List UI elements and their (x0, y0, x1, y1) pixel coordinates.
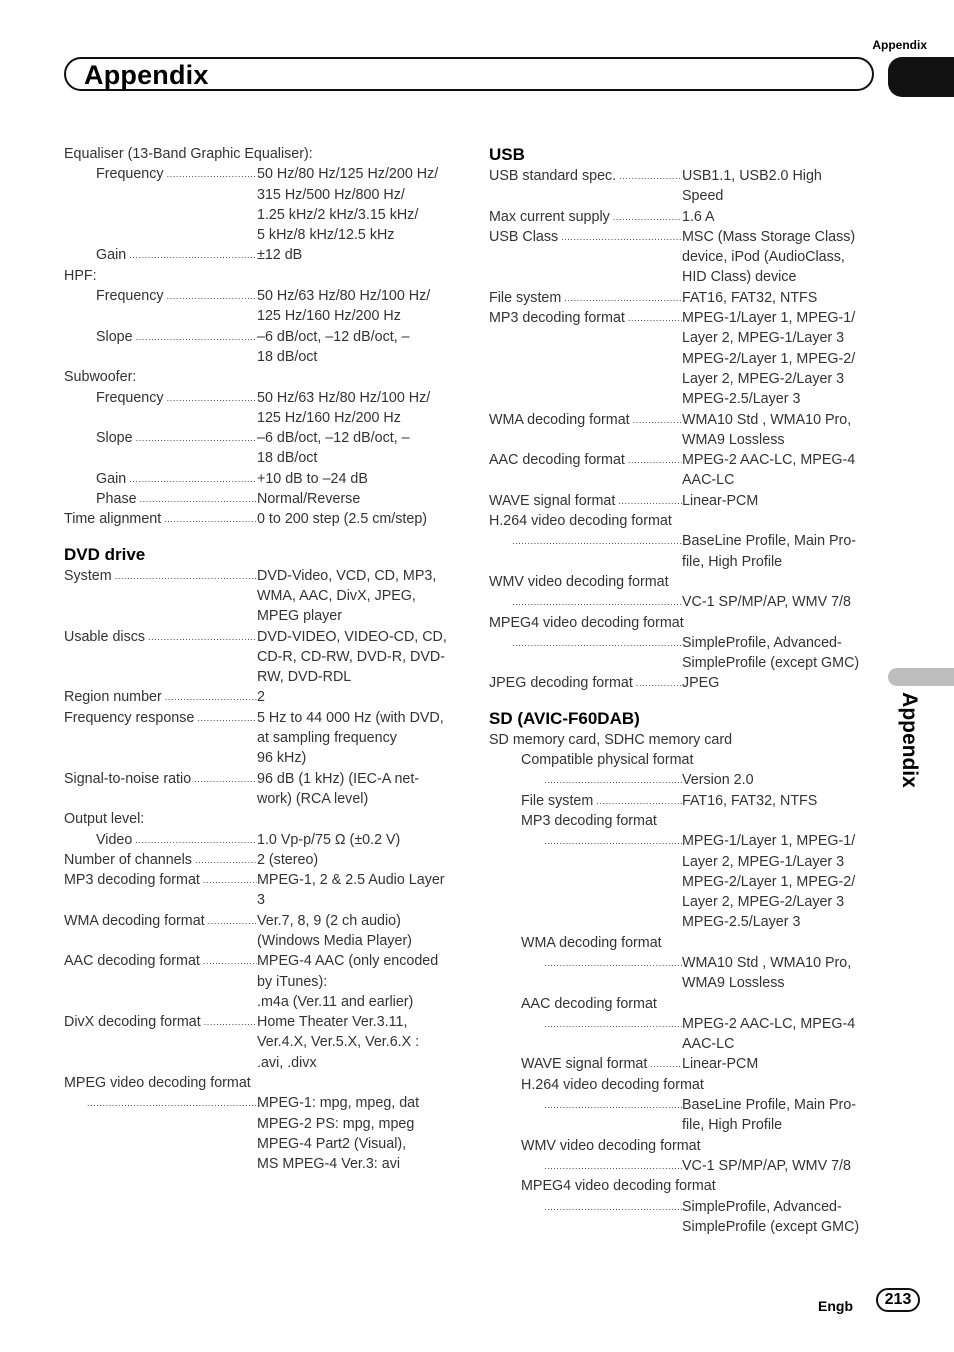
spec-label-text: USB Class (489, 228, 559, 245)
dot-leader (541, 1197, 682, 1217)
left-column (64, 144, 456, 1175)
spec-row (489, 791, 881, 811)
dot-leader (205, 911, 257, 931)
spec-value: 1.6 A (682, 208, 715, 225)
title-bar (64, 57, 874, 91)
spec-row (64, 327, 456, 368)
spec-value: FAT16, FAT32, NTFS (682, 792, 818, 809)
usb-jpeg-row (489, 673, 881, 693)
spec-label (64, 850, 257, 870)
spec-value: DVD-Video, VCD, CD, MP3, WMA, AAC, DivX, JPEG, MPEG player (257, 567, 437, 625)
usb-mpeg4-row (489, 633, 881, 674)
usb-wmv-heading: WMV video decoding format (489, 573, 669, 590)
spec-label-text: Gain (96, 247, 127, 264)
spec-label (64, 1093, 257, 1113)
sd-file-row (489, 791, 881, 811)
spec-label (489, 1054, 682, 1074)
sd-aac-heading: AAC decoding format (521, 995, 657, 1012)
dot-leader (616, 166, 682, 186)
usb-h264-heading: H.264 video decoding format (489, 513, 672, 530)
spec-value: MPEG-1/Layer 1, MPEG-1/ Layer 2, MPEG-1/Layer 3 MPEG-2/Layer 1, MPEG-2/ Layer 2, MPEG-2/Layer 3 MPEG-2.5/Layer 3 (682, 833, 856, 931)
spec-value: BaseLine Profile, Main Pro- file, High Profile (682, 533, 857, 570)
spec-row (64, 627, 456, 688)
dot-leader (164, 286, 257, 306)
spec-label (489, 1095, 682, 1115)
dot-leader (625, 308, 682, 328)
sd-mp3-row (489, 831, 881, 932)
spec-label (489, 1014, 682, 1034)
spec-label (64, 286, 257, 306)
spec-label (64, 687, 257, 707)
sd-compat-row (489, 770, 881, 790)
spec-row (64, 428, 456, 469)
spec-label (489, 308, 682, 328)
spec-label-text: WMA decoding format (64, 912, 205, 929)
sd-h264-heading: H.264 video decoding format (521, 1076, 704, 1093)
spec-row (489, 592, 881, 612)
usb-h264-row (489, 531, 881, 572)
spec-row (64, 769, 456, 810)
spec-value: ±12 dB (257, 247, 303, 264)
spec-label (64, 489, 257, 509)
spec-label-text: Number of channels (64, 851, 192, 868)
dot-leader (541, 1095, 682, 1115)
hpf-heading: HPF: (64, 267, 97, 284)
spec-label-text: WAVE signal format (521, 1056, 648, 1073)
spec-row (64, 245, 456, 265)
spec-value: –6 dB/oct, –12 dB/oct, – 18 dB/oct (257, 430, 410, 467)
dot-leader (191, 769, 257, 789)
usb-rows (489, 166, 881, 511)
spec-row (64, 687, 456, 707)
spec-label (64, 769, 257, 789)
spec-row (489, 1156, 881, 1176)
spec-row (489, 207, 881, 227)
spec-label-text: Gain (96, 470, 127, 487)
spec-row (489, 1095, 881, 1136)
sd-wmv-heading: WMV video decoding format (521, 1137, 701, 1154)
spec-value: USB1.1, USB2.0 High Speed (682, 168, 822, 205)
dot-leader (509, 633, 682, 653)
spec-row (64, 388, 456, 429)
spec-label (64, 469, 257, 489)
dot-leader (200, 951, 257, 971)
spec-label (64, 830, 257, 850)
spec-label-text: AAC decoding format (489, 452, 625, 469)
dot-leader (541, 953, 682, 973)
subwoofer-heading: Subwoofer: (64, 369, 137, 386)
side-tab-label: Appendix (898, 692, 921, 788)
spec-row (489, 1197, 881, 1238)
dot-leader (561, 288, 682, 308)
spec-row (489, 491, 881, 511)
spec-label (489, 227, 682, 247)
spec-row (64, 509, 456, 529)
spec-value: 5 Hz to 44 000 Hz (with DVD, at sampling frequency 96 kHz) (257, 709, 444, 767)
spec-value: WMA10 Std , WMA10 Pro, WMA9 Lossless (682, 411, 852, 448)
dot-leader (133, 327, 257, 347)
spec-label (489, 1197, 682, 1217)
spec-label (489, 633, 682, 653)
section-tab (888, 668, 954, 686)
spec-label-text: AAC decoding format (64, 953, 200, 970)
dot-leader (137, 489, 257, 509)
page-number: 213 (876, 1288, 920, 1312)
sd-mpeg4-heading: MPEG4 video decoding format (521, 1178, 716, 1195)
spec-label (489, 491, 682, 511)
spec-value: 50 Hz/80 Hz/125 Hz/200 Hz/ 315 Hz/500 Hz/800 Hz/ 1.25 kHz/2 kHz/3.15 kHz/ 5 kHz/8 kHz/12.5 kHz (257, 166, 439, 244)
dot-leader (625, 450, 682, 470)
spec-label-text: System (64, 567, 112, 584)
mpeg-heading: MPEG video decoding format (64, 1075, 251, 1092)
spec-label-text: Frequency response (64, 709, 195, 726)
dot-leader (615, 491, 682, 511)
spec-label (64, 627, 257, 647)
spec-row (64, 1093, 456, 1174)
spec-value: Version 2.0 (682, 772, 754, 789)
spec-label (64, 164, 257, 184)
spec-label (64, 708, 257, 728)
spec-value: 2 (stereo) (257, 851, 319, 868)
spec-label-text: Time alignment (64, 511, 162, 528)
sd-wave-row (489, 1054, 881, 1074)
spec-label (489, 450, 682, 470)
spec-row (489, 450, 881, 491)
spec-label (64, 870, 257, 890)
spec-row (64, 164, 456, 245)
spec-value: JPEG (682, 675, 720, 692)
running-header: Appendix (872, 38, 927, 52)
dot-leader (200, 870, 257, 890)
dot-leader (133, 428, 257, 448)
spec-row (489, 770, 881, 790)
usb-mpeg4-heading: MPEG4 video decoding format (489, 614, 684, 631)
spec-label (64, 327, 257, 347)
spec-row (489, 227, 881, 288)
spec-row (64, 489, 456, 509)
sd-title: SD (AVIC-F60DAB) (489, 708, 640, 728)
spec-row (64, 850, 456, 870)
spec-value: MSC (Mass Storage Class) device, iPod (AudioClass, HID Class) device (682, 228, 856, 286)
spec-value: Ver.7, 8, 9 (2 ch audio) (Windows Media Player) (257, 912, 412, 949)
spec-label-text: JPEG decoding format (489, 675, 633, 692)
spec-row (489, 410, 881, 451)
spec-row (489, 166, 881, 207)
spec-value: WMA10 Std , WMA10 Pro, WMA9 Lossless (682, 954, 852, 992)
spec-label-text: Max current supply (489, 208, 610, 225)
spec-label-text: USB standard spec. (489, 168, 617, 184)
spec-row (64, 286, 456, 327)
spec-label (64, 388, 257, 408)
subwoofer-rows (64, 388, 456, 510)
side-tab (892, 686, 926, 806)
usb-wmv-row (489, 592, 881, 612)
spec-row (489, 953, 881, 994)
sd-mp3-heading: MP3 decoding format (521, 812, 657, 829)
time-alignment-row (64, 509, 456, 529)
spec-label-text: Slope (96, 328, 133, 345)
spec-row (64, 830, 456, 850)
spec-row (489, 1014, 881, 1055)
spec-value: 2 (257, 689, 265, 706)
sd-aac-row (489, 1014, 881, 1055)
dot-leader (112, 566, 257, 586)
chapter-tab (888, 57, 954, 97)
spec-row (64, 1012, 456, 1073)
spec-value: FAT16, FAT32, NTFS (682, 289, 818, 306)
spec-value: SimpleProfile, Advanced- SimpleProfile (except GMC) (682, 634, 860, 672)
sd-h264-row (489, 1095, 881, 1136)
spec-value: MPEG-1/Layer 1, MPEG-1/ Layer 2, MPEG-1/Layer 3 MPEG-2/Layer 1, MPEG-2/ Layer 2, MPEG-2/Layer 3 MPEG-2.5/Layer 3 (682, 310, 856, 408)
spec-value: MPEG-1, 2 & 2.5 Audio Layer 3 (257, 872, 445, 909)
dot-leader (593, 791, 682, 811)
spec-label-text: Frequency (96, 288, 164, 305)
spec-row (64, 870, 456, 911)
dot-leader (126, 469, 257, 489)
dot-leader (192, 850, 257, 870)
spec-row (64, 708, 456, 769)
spec-value: 1.0 Vp-p/75 Ω (±0.2 V) (257, 831, 401, 848)
spec-value: 50 Hz/63 Hz/80 Hz/100 Hz/ 125 Hz/160 Hz/200 Hz (257, 389, 431, 426)
language-code: Engb (818, 1298, 853, 1314)
spec-label (489, 673, 682, 693)
spec-label-text: Frequency (96, 166, 164, 183)
dot-leader (201, 1012, 257, 1032)
dot-leader (541, 831, 682, 851)
spec-label-text: Phase (96, 491, 137, 508)
spec-row (489, 1054, 881, 1074)
dot-leader (541, 1014, 682, 1034)
spec-value: –6 dB/oct, –12 dB/oct, – 18 dB/oct (257, 328, 410, 365)
sd-wma-heading: WMA decoding format (521, 934, 662, 951)
spec-label (489, 166, 682, 186)
dot-leader (164, 388, 257, 408)
spec-row (64, 951, 456, 1012)
spec-value: Home Theater Ver.3.11, Ver.4.X, Ver.5.X, Ver.6.X : .avi, .divx (257, 1014, 420, 1071)
equaliser-rows (64, 164, 456, 265)
dot-leader (541, 1156, 682, 1176)
dot-leader (509, 592, 682, 612)
dot-leader (126, 245, 257, 265)
spec-value: 96 dB (1 kHz) (IEC-A net- work) (RCA level) (257, 770, 420, 807)
spec-label-text: Slope (96, 430, 133, 447)
spec-label (489, 592, 682, 612)
dvd-rows-2 (64, 850, 456, 1073)
dvd-rows (64, 566, 456, 810)
spec-label (64, 245, 257, 265)
dot-leader (162, 687, 257, 707)
spec-label (489, 410, 682, 430)
spec-label-text: MP3 decoding format (64, 872, 200, 889)
dot-leader (132, 830, 257, 850)
spec-label-text: File system (489, 289, 562, 306)
spec-label (489, 791, 682, 811)
spec-label-text: Usable discs (64, 628, 146, 645)
spec-row (489, 308, 881, 409)
spec-row (489, 633, 881, 674)
spec-label-text: MP3 decoding format (489, 310, 625, 327)
spec-value: Normal/Reverse (257, 491, 361, 508)
spec-label (64, 911, 257, 931)
dot-leader (164, 164, 257, 184)
spec-label (489, 531, 682, 551)
dot-leader (633, 673, 682, 693)
usb-title: USB (489, 145, 525, 164)
spec-label (64, 1012, 257, 1032)
spec-label-text: Region number (64, 689, 162, 706)
dot-leader (541, 770, 682, 790)
spec-label-text: Signal-to-noise ratio (64, 770, 192, 787)
spec-label (64, 428, 257, 448)
spec-value: 50 Hz/63 Hz/80 Hz/100 Hz/ 125 Hz/160 Hz/200 Hz (257, 288, 431, 325)
spec-label (489, 953, 682, 973)
dot-leader (630, 410, 682, 430)
dot-leader (647, 1054, 682, 1074)
video-row (64, 830, 456, 850)
dot-leader (84, 1093, 257, 1113)
spec-row (64, 469, 456, 489)
sd-compat-heading: Compatible physical format (521, 752, 694, 769)
spec-label-text: DivX decoding format (64, 1014, 201, 1031)
dot-leader (145, 627, 257, 647)
sd-wmv-row (489, 1156, 881, 1176)
spec-label (64, 951, 257, 971)
spec-label (489, 1156, 682, 1176)
mpeg-value-row (64, 1093, 456, 1174)
spec-label-text: Video (96, 831, 133, 848)
spec-value: MPEG-1: mpg, mpeg, dat MPEG-2 PS: mpg, mpeg MPEG-4 Part2 (Visual), MS MPEG-4 Ver.3: avi (257, 1095, 420, 1173)
spec-row (64, 911, 456, 952)
spec-label-text: WAVE signal format (489, 492, 616, 509)
sd-mpeg4-row (489, 1197, 881, 1238)
dot-leader (509, 531, 682, 551)
spec-label (64, 566, 257, 586)
dot-leader (558, 227, 682, 247)
dot-leader (610, 207, 682, 227)
equaliser-heading: Equaliser (13-Band Graphic Equaliser): (64, 146, 313, 162)
dvd-title: DVD drive (64, 544, 146, 564)
spec-label-text: Frequency (96, 389, 164, 406)
spec-label (64, 509, 257, 529)
spec-value: MPEG-4 AAC (only encoded by iTunes): .m4a (Ver.11 and earlier) (257, 953, 439, 1010)
spec-value: DVD-VIDEO, VIDEO-CD, CD, CD-R, CD-RW, DVD-R, DVD- RW, DVD-RDL (257, 628, 447, 686)
spec-value: SimpleProfile, Advanced- SimpleProfile (except GMC) (682, 1198, 860, 1235)
sd-heading: SD memory card, SDHC memory card (489, 731, 733, 748)
spec-label-text: WMA decoding format (489, 411, 630, 428)
dot-leader (161, 509, 257, 529)
output-heading: Output level: (64, 811, 145, 828)
spec-value: MPEG-2 AAC-LC, MPEG-4 AAC-LC (682, 452, 856, 489)
spec-row (489, 673, 881, 693)
spec-row (489, 831, 881, 932)
dot-leader (194, 708, 257, 728)
spec-value: Linear-PCM (682, 492, 759, 509)
spec-label-text: File system (521, 792, 594, 809)
spec-row (489, 288, 881, 308)
sd-wma-row (489, 953, 881, 994)
page-title: Appendix (84, 60, 209, 90)
spec-value: 0 to 200 step (2.5 cm/step) (257, 511, 428, 528)
spec-label (489, 288, 682, 308)
spec-value: VC-1 SP/MP/AP, WMV 7/8 (682, 594, 851, 611)
right-column (489, 144, 881, 1237)
spec-value: +10 dB to –24 dB (257, 470, 368, 487)
spec-value: BaseLine Profile, Main Pro- file, High Profile (682, 1097, 857, 1134)
spec-label (489, 831, 682, 851)
spec-label (489, 207, 682, 227)
spec-value: MPEG-2 AAC-LC, MPEG-4 AAC-LC (682, 1015, 856, 1053)
spec-value: VC-1 SP/MP/AP, WMV 7/8 (682, 1157, 851, 1174)
spec-value: Linear-PCM (682, 1056, 759, 1073)
spec-row (64, 566, 456, 627)
spec-label (489, 770, 682, 790)
spec-row (489, 531, 881, 572)
hpf-rows (64, 286, 456, 367)
